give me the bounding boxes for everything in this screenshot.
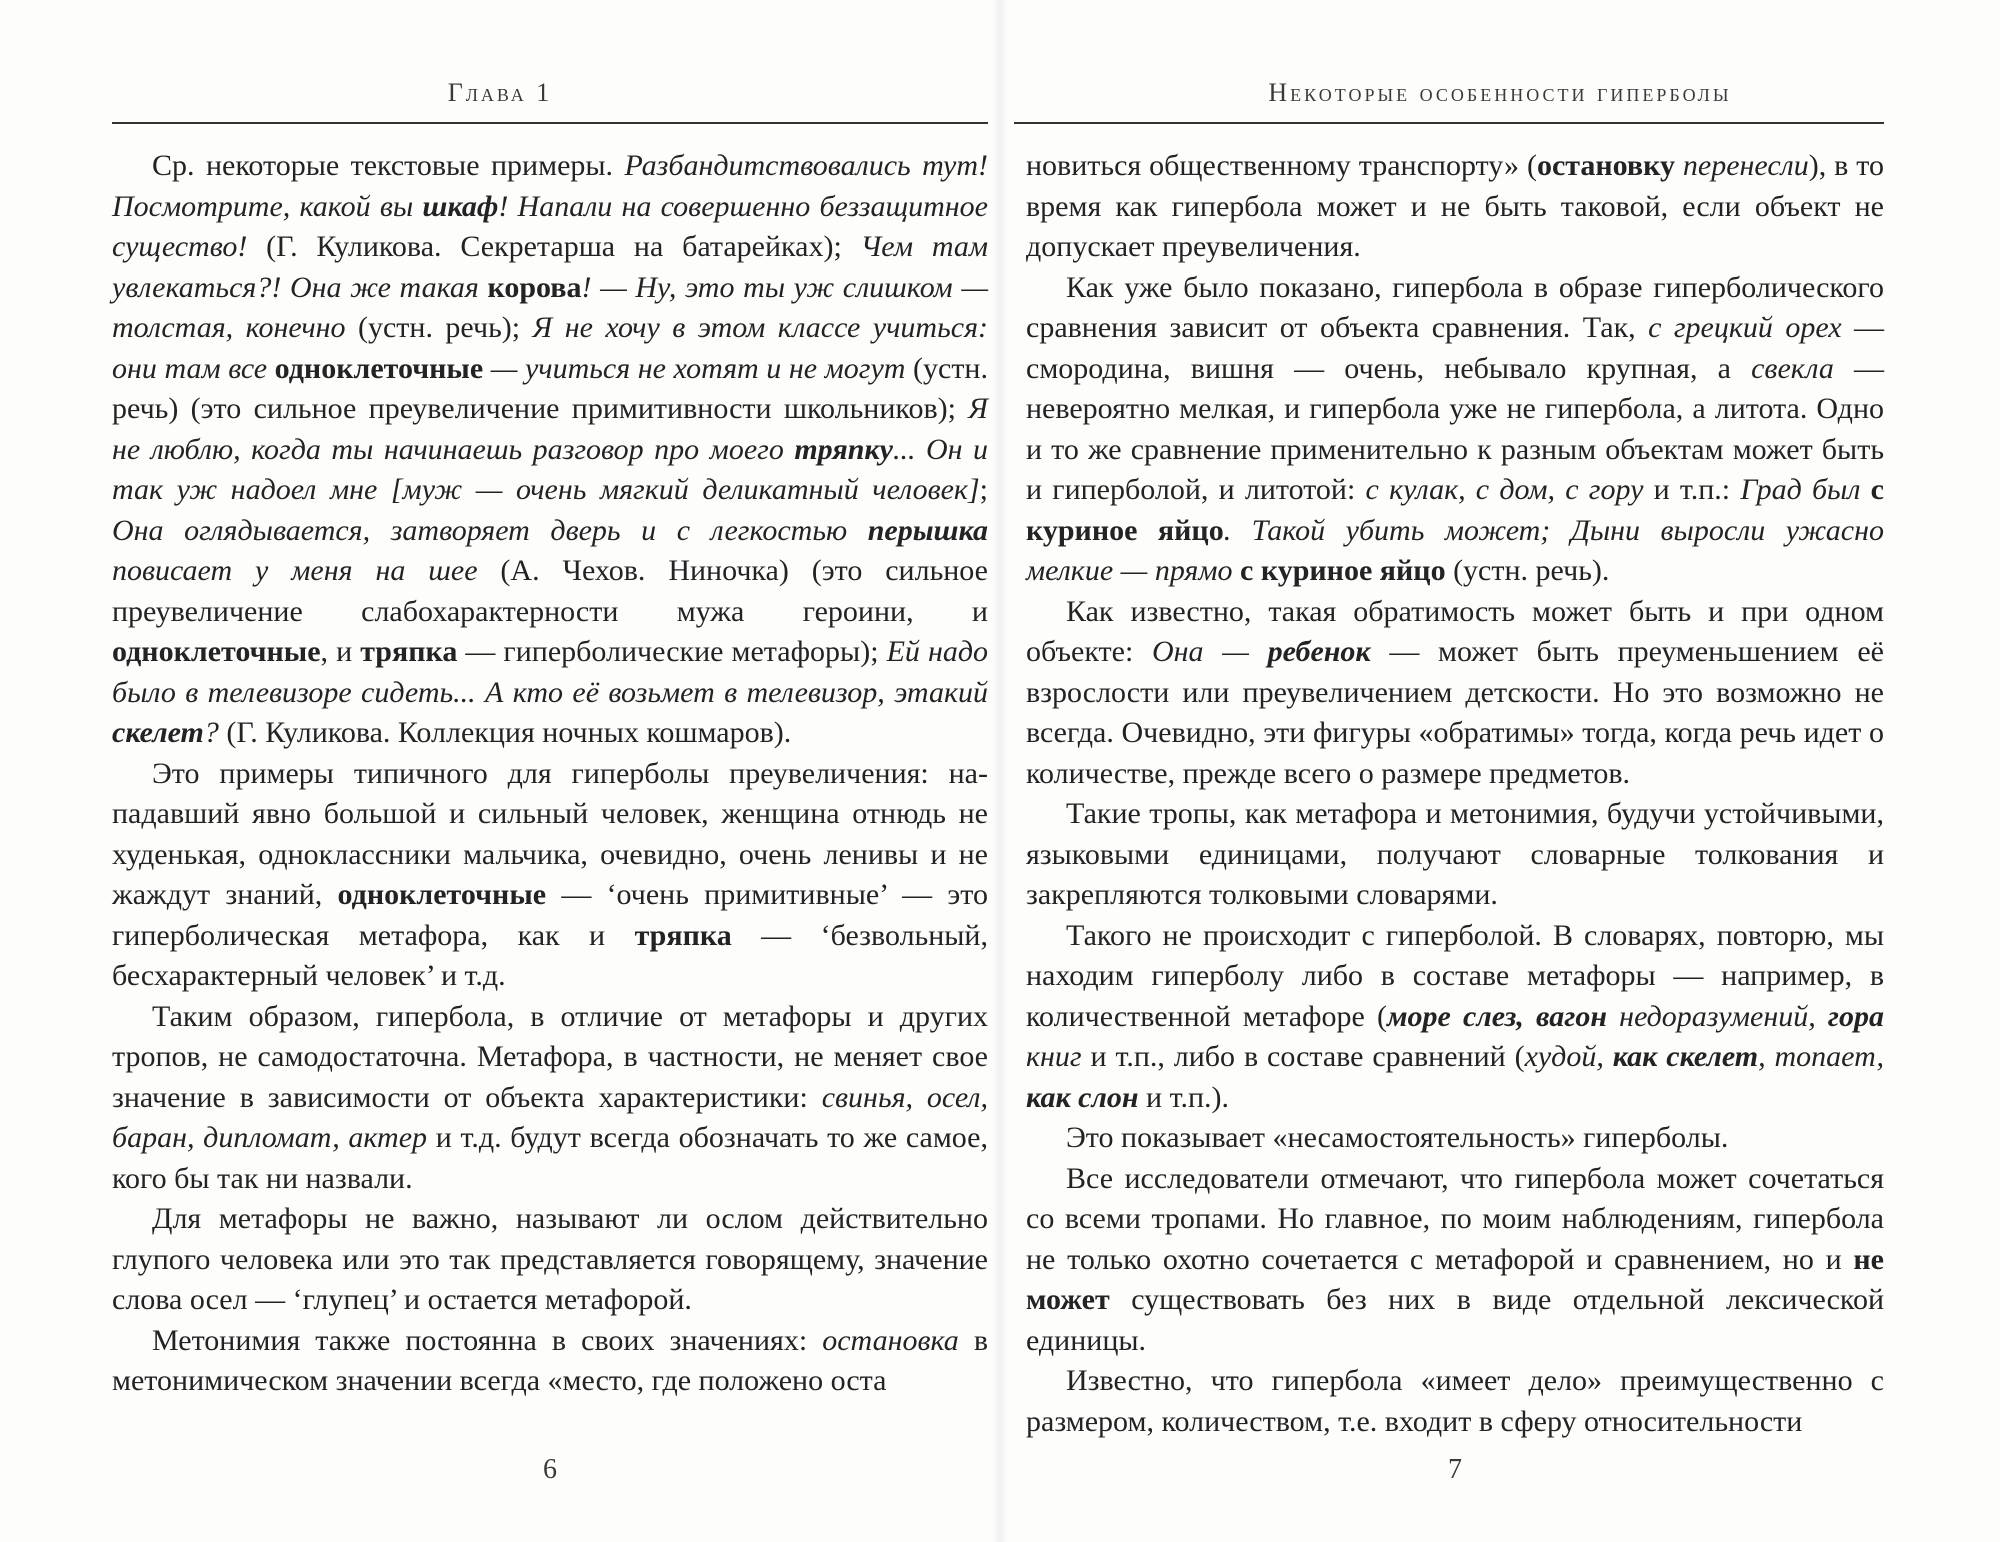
text-run xyxy=(112,554,478,587)
text-run: худой, xyxy=(1524,1040,1613,1073)
text-run: — учиться не хотят и не могут xyxy=(483,351,906,385)
text-run: гора xyxy=(1827,999,1884,1033)
text-run: остановку xyxy=(1536,149,1675,182)
text-run xyxy=(1525,1040,1613,1073)
text-run: Для метафоры не важно, называют ли ослом действительно глупого человека или это так представляется говорящему, значение слова осел — ‘глупец’ и остается метафорой. xyxy=(112,1202,988,1316)
text-run: Она оглядывается, затворяет дверь и с легкостью xyxy=(112,513,868,547)
text-run: новиться общественному транспорту» ( xyxy=(1026,149,1537,182)
text-run: Ей надо было в телевизоре сидеть... А кто её возьмет в телевизор, этакий xyxy=(112,635,989,709)
text-run xyxy=(112,635,321,668)
text-run xyxy=(338,878,547,911)
text-run xyxy=(487,271,581,304)
text-run: как слон xyxy=(1026,1080,1139,1114)
text-run: ), в то время как гипербола может и не быть таковой, если объект не допускает преувеличения. xyxy=(1026,149,1884,263)
running-head: Глава 1 xyxy=(447,78,553,107)
text-run xyxy=(1026,1040,1082,1073)
body-text xyxy=(1026,146,1884,1442)
text-run xyxy=(1613,1040,1758,1073)
text-run: Разбандитствовались тут! Посмотрите, какой вы xyxy=(112,149,988,223)
text-run xyxy=(1758,1040,1884,1073)
text-run: Такие тропы, как метафора и метонимия, будучи устойчивыми, языковыми единицами, получают словарные толкования и закрепляются толковыми словарями. xyxy=(1026,797,1884,911)
text-run: Это примеры типичного для гиперболы преувеличения: нападавший явно большой и сильный человек, женщина отнюдь не худенькая, одноклассники мальчика, очевидно, очень ленивы и не жаждут знаний, xyxy=(112,756,988,911)
paragraph xyxy=(1026,592,1884,795)
text-run: одноклеточные xyxy=(112,635,321,668)
text-run: и т.п., либо в составе сравнений ( xyxy=(1081,1040,1525,1073)
body-text xyxy=(112,146,988,1402)
text-run xyxy=(360,635,457,668)
text-run: существовать без них в виде отдельной лексической единицы. xyxy=(1026,1283,1884,1357)
text-run: — смородина, вишня — очень, небывало крупная, а xyxy=(1026,311,1885,385)
text-run: ... Он и так уж надоел мне [муж — очень мягкий деликатный человек] xyxy=(112,432,988,506)
text-run: Я не люблю, когда ты начинаешь разговор про моего xyxy=(112,392,988,466)
text-run: ? xyxy=(203,716,219,749)
text-run: (А. Чехов. Ниночка) (это сильное преувеличение слабохарактерности мужа героини, и xyxy=(112,554,988,628)
text-run xyxy=(1607,1000,1828,1033)
text-run xyxy=(794,433,893,466)
text-run xyxy=(1751,352,1834,385)
text-run: и т.д. будут всегда обозначать то же самое, кого бы так ни назвали. xyxy=(112,1121,988,1195)
paragraph xyxy=(1026,794,1884,916)
text-run: недоразумений, xyxy=(1606,999,1828,1033)
text-run: море слез, вагон xyxy=(1386,999,1607,1033)
text-run: не может xyxy=(1026,1242,1884,1316)
page-number: 6 xyxy=(543,1454,557,1485)
text-run: тряпка xyxy=(360,635,458,668)
text-run: (устн. речь). xyxy=(1445,554,1610,587)
text-run xyxy=(275,352,484,385)
text-run: с куриное яйцо xyxy=(1240,554,1446,587)
text-run: свекла xyxy=(1751,351,1834,385)
text-run: перышка xyxy=(867,513,988,547)
paragraph xyxy=(112,1321,988,1402)
text-run: Ср. некоторые текстовые примеры. xyxy=(152,149,625,182)
header-rule xyxy=(1014,122,1884,124)
text-run: . Такой убить может; Дыни выросли ужасно мелкие — прямо xyxy=(1026,513,1884,587)
text-run: ребенок xyxy=(1267,635,1371,668)
text-run: , топает, xyxy=(1758,1040,1885,1073)
text-run: Как известно, такая обратимость может быть и при одном объекте: xyxy=(1026,594,1884,668)
text-run: с кулак, с дом, с гору xyxy=(1365,473,1644,506)
text-run xyxy=(1648,311,1841,344)
text-run: свинья, осел, баран, дипломат, актер xyxy=(112,1080,988,1154)
text-run: Это показывает «несамостоятельность» гиперболы. xyxy=(1066,1121,1729,1154)
text-run: с куриное яйцо xyxy=(1026,473,1884,547)
text-run xyxy=(112,514,868,547)
text-run: ; xyxy=(979,473,988,506)
text-run: — ‘безвольный, бесхарактерный человек’ и т.д. xyxy=(112,918,988,992)
text-run: ! — Ну, это ты уж слишком — толстая, конечно xyxy=(112,270,988,344)
text-run xyxy=(1740,473,1870,506)
text-run xyxy=(1240,554,1446,587)
text-run: тряпка xyxy=(634,918,732,952)
text-run xyxy=(822,1324,959,1357)
text-run: перенесли xyxy=(1674,149,1809,182)
header-rule xyxy=(112,122,988,124)
text-run: и т.п.). xyxy=(1138,1080,1229,1114)
text-run: (устн. речь) (это сильное преувеличение примитивности школьников); xyxy=(112,351,988,425)
text-run xyxy=(422,190,498,223)
paragraph xyxy=(1026,1118,1884,1159)
text-run: — может быть преуменьшением её взрослости или преувеличением детскости. Но это возможно не всегда. Очевидно, эти фигуры «обратимы» тогда, когда речь идет о количестве, прежде всего о размере предметов. xyxy=(1026,635,1884,790)
text-run xyxy=(1366,473,1644,506)
paragraph xyxy=(112,146,988,754)
text-run: Я не хочу в этом классе учиться: они там все xyxy=(112,311,989,385)
text-run: тряпку xyxy=(794,432,893,466)
text-run: одноклеточные xyxy=(274,351,484,385)
right-page xyxy=(1000,0,2000,1542)
text-run xyxy=(1675,149,1809,182)
paragraph xyxy=(112,1199,988,1321)
text-run xyxy=(1268,635,1371,668)
paragraph xyxy=(112,754,988,997)
text-run: Такого не происходит с гиперболой. В словарях, повторю, мы находим гиперболу либо в составе метафоры — например, в количественной метафоре ( xyxy=(1026,918,1884,1033)
paragraph xyxy=(1026,268,1884,592)
text-run xyxy=(868,514,988,547)
text-run: одноклеточные xyxy=(337,878,547,911)
text-run: Чем там увлекаться?! Она же такая xyxy=(112,230,989,304)
text-run xyxy=(1828,1000,1884,1033)
text-run: (Г. Куликова. Секретарша на батарейках); xyxy=(247,230,861,263)
text-run xyxy=(1537,149,1675,182)
text-run: в метонимическом значении всегда «место, где положено оста xyxy=(112,1323,988,1397)
text-run: скелет xyxy=(112,716,204,749)
text-run: как скелет xyxy=(1612,1040,1759,1073)
text-run xyxy=(1026,1081,1139,1114)
text-run: книг xyxy=(1026,1040,1082,1073)
text-run: ! Напали на совершенно беззащитное существо! xyxy=(112,189,988,263)
text-run: повисает у меня на шее xyxy=(112,554,478,587)
text-run: корова xyxy=(487,270,582,304)
text-run: Град был xyxy=(1740,473,1871,506)
text-run xyxy=(112,716,204,749)
paragraph xyxy=(1026,1361,1884,1442)
text-run: — невероятно мелкая, и гипербола уже не гипербола, а литота. Одно и то же сравнение применительно к разным объектам может быть и гиперболой, и литотой: xyxy=(1026,351,1885,506)
text-run: , и xyxy=(320,635,361,668)
paragraph xyxy=(1026,146,1884,268)
text-run: Метонимия также постоянна в своих значениях: xyxy=(152,1323,823,1357)
text-run: остановка xyxy=(822,1323,959,1357)
text-run xyxy=(1387,1000,1607,1033)
text-run: Известно, что гипербола «имеет дело» преимущественно с размером, количеством, т.е. входит в сферу относительности xyxy=(1026,1364,1884,1438)
text-run: (Г. Куликова. Коллекция ночных кошмаров). xyxy=(218,716,792,749)
text-run: Таким образом, гипербола, в отличие от метафоры и других тропов, не самодостаточна. Метафора, в частности, не меняет свое значение в зависимости от объекта характеристики: xyxy=(112,999,988,1114)
text-run xyxy=(204,716,219,749)
text-run xyxy=(635,919,732,952)
text-run: Она — xyxy=(1151,635,1268,668)
paragraph xyxy=(112,997,988,1200)
text-run: Все исследователи отмечают, что гипербола может сочетаться со всеми тропами. Но главное, по моим наблюдениям, гипербола не только охотно сочетается с метафорой и сравнением, но и xyxy=(1026,1161,1884,1276)
running-head: Некоторые особенности гиперболы xyxy=(1268,78,1732,107)
text-run: и т.п.: xyxy=(1643,473,1741,506)
text-run: с грецкий орех xyxy=(1648,311,1842,344)
text-run: шкаф xyxy=(422,189,499,223)
paragraph xyxy=(1026,916,1884,1119)
text-run: (устн. речь); xyxy=(345,311,533,344)
text-run: — ‘очень примитивные’ — это гиперболическая метафора, как и xyxy=(112,878,989,952)
text-run xyxy=(1152,635,1268,668)
text-run: Как уже было показано, гипербола в образе гиперболического сравнения зависит от объекта сравнения. Так, xyxy=(1026,270,1884,344)
page-number: 7 xyxy=(1448,1454,1462,1485)
paragraph xyxy=(1026,1159,1884,1362)
text-run xyxy=(483,352,905,385)
text-run: — гиперболические метафоры); xyxy=(457,635,887,668)
